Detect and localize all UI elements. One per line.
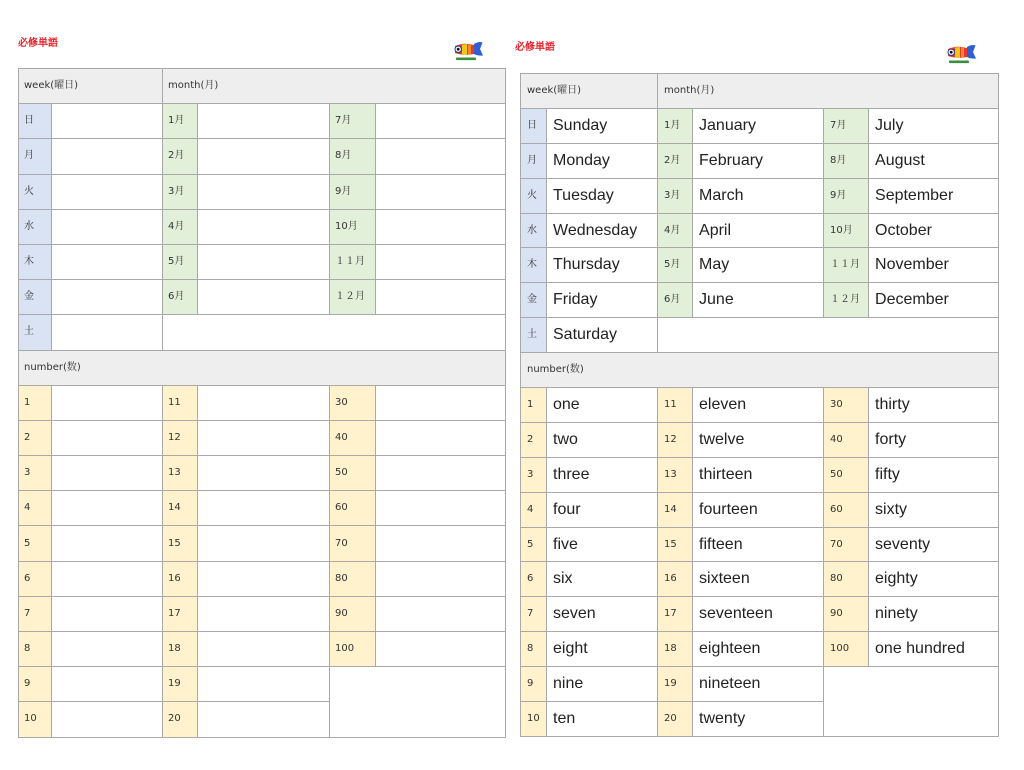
- number-answer-blank: [52, 456, 163, 491]
- number-answer-blank: [198, 561, 330, 596]
- day-row: [19, 280, 506, 315]
- month-word-cell: July: [869, 108, 999, 143]
- month-word-cell: August: [869, 143, 999, 178]
- number-answer-blank: [198, 420, 330, 455]
- number-label-cell: 2: [521, 422, 547, 457]
- number-label-cell: 4: [521, 492, 547, 527]
- number-answer-blank: [376, 526, 506, 561]
- number-row: [19, 596, 506, 631]
- number-answer-blank: [52, 526, 163, 561]
- month-answer-blank: [376, 209, 506, 244]
- number-label-cell: 7: [19, 596, 52, 631]
- day-row: [521, 108, 999, 143]
- number-header-row: [521, 353, 999, 388]
- day-label-cell: 土: [19, 315, 52, 350]
- month-answer-blank: [198, 209, 330, 244]
- day-word-cell: Friday: [547, 283, 658, 318]
- empty-cell: [330, 667, 506, 737]
- month-label-cell: 6月: [658, 283, 693, 318]
- number-label-cell: 30: [330, 385, 376, 420]
- month-label-cell: 8月: [824, 143, 869, 178]
- day-word-cell: Saturday: [547, 318, 658, 353]
- month-label-cell: 2月: [658, 143, 693, 178]
- day-row: [521, 318, 999, 353]
- number-label-cell: 19: [658, 667, 693, 702]
- month-label-cell: １１月: [330, 244, 376, 279]
- number-word-cell: three: [547, 457, 658, 492]
- month-label-cell: 1月: [658, 108, 693, 143]
- number-label-cell: 5: [19, 526, 52, 561]
- number-label-cell: 3: [521, 457, 547, 492]
- week-header: week(曜日): [19, 69, 163, 104]
- number-label-cell: 6: [521, 562, 547, 597]
- number-answer-blank: [376, 596, 506, 631]
- number-row: [19, 420, 506, 455]
- number-label-cell: 60: [330, 491, 376, 526]
- number-row: [521, 632, 999, 667]
- day-answer-blank: [52, 139, 163, 174]
- number-label-cell: 70: [330, 526, 376, 561]
- number-word-cell: twelve: [693, 422, 824, 457]
- number-row: [521, 492, 999, 527]
- day-row: [19, 139, 506, 174]
- number-label-cell: 9: [521, 667, 547, 702]
- number-row: [19, 385, 506, 420]
- month-label-cell: 5月: [658, 248, 693, 283]
- number-word-cell: eleven: [693, 388, 824, 423]
- number-label-cell: 8: [521, 632, 547, 667]
- number-label-cell: 7: [521, 597, 547, 632]
- month-answer-blank: [198, 244, 330, 279]
- number-word-cell: ninety: [869, 597, 999, 632]
- day-answer-blank: [52, 104, 163, 139]
- month-label-cell: 9月: [330, 174, 376, 209]
- number-label-cell: 4: [19, 491, 52, 526]
- month-answer-blank: [376, 280, 506, 315]
- day-row: [19, 244, 506, 279]
- number-label-cell: 8: [19, 632, 52, 667]
- month-label-cell: 1月: [163, 104, 198, 139]
- number-row: [19, 456, 506, 491]
- number-label-cell: 50: [824, 457, 869, 492]
- number-row: [521, 422, 999, 457]
- week-month-header-row: [521, 74, 999, 109]
- number-label-cell: 10: [19, 702, 52, 737]
- month-label-cell: １２月: [824, 283, 869, 318]
- number-label-cell: 50: [330, 456, 376, 491]
- number-label-cell: 3: [19, 456, 52, 491]
- number-label-cell: 11: [658, 388, 693, 423]
- number-label-cell: 9: [19, 667, 52, 702]
- number-answer-blank: [376, 561, 506, 596]
- day-answer-blank: [52, 209, 163, 244]
- day-row: [521, 143, 999, 178]
- number-label-cell: 70: [824, 527, 869, 562]
- day-label-cell: 日: [521, 108, 547, 143]
- month-label-cell: 4月: [163, 209, 198, 244]
- month-label-cell: 2月: [163, 139, 198, 174]
- number-row: [521, 457, 999, 492]
- empty-cell: [163, 315, 506, 350]
- month-word-cell: May: [693, 248, 824, 283]
- number-header: number(数): [19, 350, 506, 385]
- day-row: [19, 104, 506, 139]
- day-word-cell: Sunday: [547, 108, 658, 143]
- day-label-cell: 月: [521, 143, 547, 178]
- number-row: [521, 388, 999, 423]
- number-answer-blank: [376, 420, 506, 455]
- day-row: [521, 213, 999, 248]
- carp-streamer-logo-icon: [945, 43, 977, 65]
- number-label-cell: 6: [19, 561, 52, 596]
- number-word-cell: twenty: [693, 702, 824, 737]
- number-word-cell: fourteen: [693, 492, 824, 527]
- day-label-cell: 金: [19, 280, 52, 315]
- number-answer-blank: [52, 491, 163, 526]
- number-word-cell: thirty: [869, 388, 999, 423]
- number-row: [19, 632, 506, 667]
- day-label-cell: 月: [19, 139, 52, 174]
- number-label-cell: 80: [330, 561, 376, 596]
- carp-streamer-logo-icon: [452, 40, 484, 62]
- number-label-cell: 40: [824, 422, 869, 457]
- number-label-cell: 17: [163, 596, 198, 631]
- day-row: [19, 174, 506, 209]
- number-word-cell: seventy: [869, 527, 999, 562]
- number-answer-blank: [198, 385, 330, 420]
- month-label-cell: 5月: [163, 244, 198, 279]
- number-label-cell: 100: [330, 632, 376, 667]
- day-label-cell: 水: [521, 213, 547, 248]
- number-label-cell: 17: [658, 597, 693, 632]
- day-row: [521, 283, 999, 318]
- number-answer-blank: [52, 420, 163, 455]
- number-word-cell: two: [547, 422, 658, 457]
- number-label-cell: 1: [521, 388, 547, 423]
- day-label-cell: 土: [521, 318, 547, 353]
- answer-worksheet-table: [520, 73, 999, 737]
- day-label-cell: 金: [521, 283, 547, 318]
- number-label-cell: 13: [658, 457, 693, 492]
- number-label-cell: 13: [163, 456, 198, 491]
- empty-cell: [824, 667, 999, 737]
- day-row: [521, 178, 999, 213]
- number-row: [521, 667, 999, 702]
- number-word-cell: six: [547, 562, 658, 597]
- answer-sheet-title: 必修単語: [515, 42, 555, 53]
- number-answer-blank: [376, 385, 506, 420]
- number-word-cell: nine: [547, 667, 658, 702]
- number-label-cell: 12: [658, 422, 693, 457]
- number-label-cell: 100: [824, 632, 869, 667]
- day-answer-blank: [52, 244, 163, 279]
- number-answer-blank: [52, 385, 163, 420]
- number-label-cell: 90: [330, 596, 376, 631]
- month-word-cell: March: [693, 178, 824, 213]
- number-word-cell: fifty: [869, 457, 999, 492]
- month-header: month(月): [163, 69, 506, 104]
- month-answer-blank: [376, 104, 506, 139]
- number-label-cell: 5: [521, 527, 547, 562]
- number-label-cell: 11: [163, 385, 198, 420]
- number-label-cell: 19: [163, 667, 198, 702]
- number-answer-blank: [198, 632, 330, 667]
- number-label-cell: 10: [521, 702, 547, 737]
- number-answer-blank: [376, 491, 506, 526]
- number-word-cell: eighteen: [693, 632, 824, 667]
- number-word-cell: eight: [547, 632, 658, 667]
- month-word-cell: February: [693, 143, 824, 178]
- number-label-cell: 15: [658, 527, 693, 562]
- day-word-cell: Monday: [547, 143, 658, 178]
- number-row: [19, 561, 506, 596]
- number-label-cell: 20: [658, 702, 693, 737]
- number-label-cell: 40: [330, 420, 376, 455]
- month-word-cell: September: [869, 178, 999, 213]
- month-label-cell: 9月: [824, 178, 869, 213]
- number-label-cell: 14: [163, 491, 198, 526]
- month-word-cell: October: [869, 213, 999, 248]
- day-word-cell: Wednesday: [547, 213, 658, 248]
- number-row: [19, 667, 506, 702]
- number-answer-blank: [198, 456, 330, 491]
- number-label-cell: 20: [163, 702, 198, 737]
- number-label-cell: 16: [658, 562, 693, 597]
- day-label-cell: 水: [19, 209, 52, 244]
- number-word-cell: five: [547, 527, 658, 562]
- number-word-cell: one: [547, 388, 658, 423]
- month-label-cell: 6月: [163, 280, 198, 315]
- month-label-cell: 3月: [658, 178, 693, 213]
- day-word-cell: Thursday: [547, 248, 658, 283]
- month-answer-blank: [198, 139, 330, 174]
- number-word-cell: sixty: [869, 492, 999, 527]
- month-word-cell: November: [869, 248, 999, 283]
- number-word-cell: sixteen: [693, 562, 824, 597]
- number-answer-blank: [198, 667, 330, 702]
- number-word-cell: nineteen: [693, 667, 824, 702]
- day-answer-blank: [52, 174, 163, 209]
- number-label-cell: 18: [163, 632, 198, 667]
- month-label-cell: 4月: [658, 213, 693, 248]
- month-answer-blank: [198, 174, 330, 209]
- month-word-cell: June: [693, 283, 824, 318]
- number-word-cell: eighty: [869, 562, 999, 597]
- number-label-cell: 14: [658, 492, 693, 527]
- month-header: month(月): [658, 74, 999, 109]
- number-answer-blank: [198, 526, 330, 561]
- day-answer-blank: [52, 280, 163, 315]
- number-row: [19, 491, 506, 526]
- number-answer-blank: [198, 596, 330, 631]
- number-label-cell: 12: [163, 420, 198, 455]
- number-word-cell: seven: [547, 597, 658, 632]
- month-word-cell: April: [693, 213, 824, 248]
- number-answer-blank: [52, 667, 163, 702]
- number-label-cell: 60: [824, 492, 869, 527]
- day-label-cell: 日: [19, 104, 52, 139]
- month-label-cell: 7月: [330, 104, 376, 139]
- empty-cell: [658, 318, 999, 353]
- blank-worksheet-table: [18, 68, 506, 738]
- number-label-cell: 1: [19, 385, 52, 420]
- number-answer-blank: [52, 596, 163, 631]
- number-label-cell: 2: [19, 420, 52, 455]
- month-answer-blank: [198, 104, 330, 139]
- month-label-cell: １１月: [824, 248, 869, 283]
- day-label-cell: 火: [19, 174, 52, 209]
- number-label-cell: 90: [824, 597, 869, 632]
- month-label-cell: 3月: [163, 174, 198, 209]
- number-label-cell: 80: [824, 562, 869, 597]
- number-header: number(数): [521, 353, 999, 388]
- number-answer-blank: [376, 632, 506, 667]
- number-word-cell: thirteen: [693, 457, 824, 492]
- number-answer-blank: [376, 456, 506, 491]
- month-label-cell: 10月: [330, 209, 376, 244]
- month-label-cell: 7月: [824, 108, 869, 143]
- number-answer-blank: [52, 561, 163, 596]
- day-label-cell: 木: [19, 244, 52, 279]
- number-word-cell: seventeen: [693, 597, 824, 632]
- day-row: [19, 315, 506, 350]
- number-word-cell: forty: [869, 422, 999, 457]
- month-label-cell: 10月: [824, 213, 869, 248]
- number-word-cell: one hundred: [869, 632, 999, 667]
- number-word-cell: four: [547, 492, 658, 527]
- week-header: week(曜日): [521, 74, 658, 109]
- number-label-cell: 30: [824, 388, 869, 423]
- number-answer-blank: [52, 632, 163, 667]
- month-word-cell: December: [869, 283, 999, 318]
- month-label-cell: 8月: [330, 139, 376, 174]
- number-row: [521, 597, 999, 632]
- number-row: [521, 562, 999, 597]
- month-word-cell: January: [693, 108, 824, 143]
- day-answer-blank: [52, 315, 163, 350]
- month-label-cell: １２月: [330, 280, 376, 315]
- month-answer-blank: [376, 244, 506, 279]
- number-row: [19, 526, 506, 561]
- number-word-cell: fifteen: [693, 527, 824, 562]
- number-answer-blank: [198, 702, 330, 737]
- day-row: [19, 209, 506, 244]
- number-label-cell: 16: [163, 561, 198, 596]
- day-word-cell: Tuesday: [547, 178, 658, 213]
- number-label-cell: 15: [163, 526, 198, 561]
- day-label-cell: 木: [521, 248, 547, 283]
- month-answer-blank: [198, 280, 330, 315]
- number-row: [521, 527, 999, 562]
- number-header-row: [19, 350, 506, 385]
- number-label-cell: 18: [658, 632, 693, 667]
- month-answer-blank: [376, 174, 506, 209]
- month-answer-blank: [376, 139, 506, 174]
- blank-sheet-title: 必修単語: [18, 38, 58, 49]
- number-answer-blank: [198, 491, 330, 526]
- day-label-cell: 火: [521, 178, 547, 213]
- day-row: [521, 248, 999, 283]
- week-month-header-row: [19, 69, 506, 104]
- number-answer-blank: [52, 702, 163, 737]
- number-word-cell: ten: [547, 702, 658, 737]
